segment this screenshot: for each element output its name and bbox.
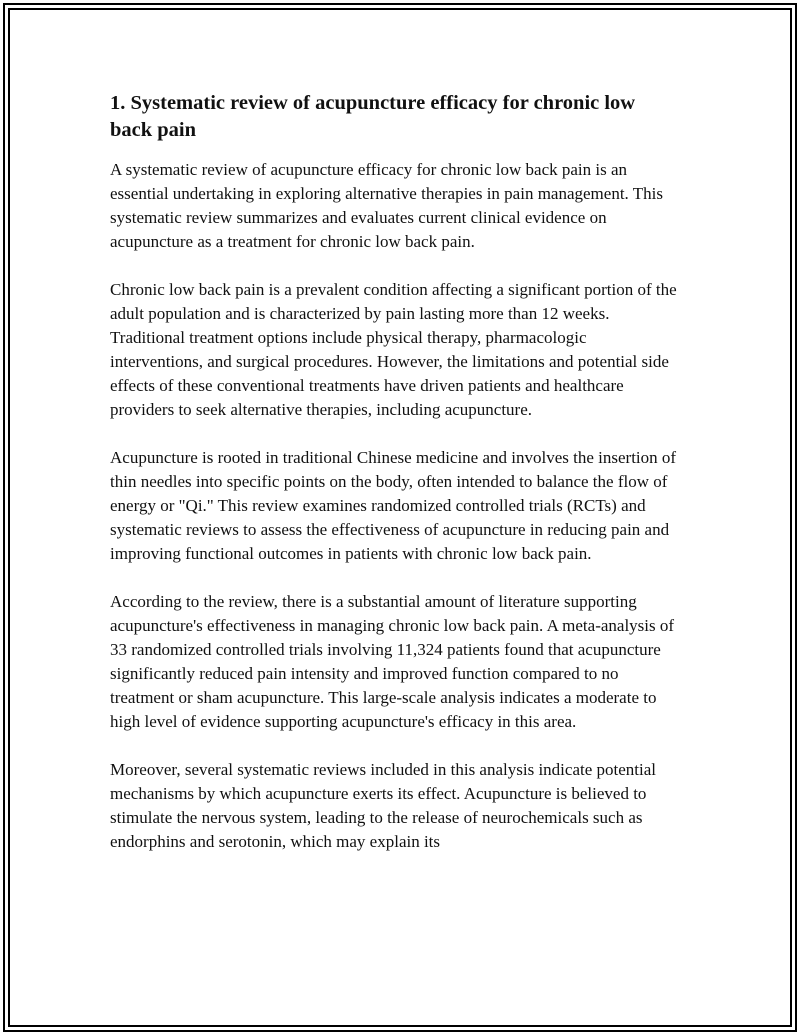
paragraph-mechanisms: Moreover, several systematic reviews included in this analysis indicate potential mechanisms by which acupuncture exerts its effect. Acupuncture is believed to stimulate the nervous system, leading to the release of neurochemicals such as endorphins and serotonin, which may explain its (110, 760, 656, 851)
section-heading: 1. Systematic review of acupuncture efficacy for chronic low back pain (110, 92, 636, 141)
paragraph-evidence: According to the review, there is a substantial amount of literature supporting acupuncture's effectiveness in managing chronic low back pain. A meta-analysis of 33 randomized controlled trials involving 11,324 patients found that acupuncture significantly reduced pain intensity and improved function compared to no treatment or sham acupuncture. This large-scale analysis indicates a moderate to high level of evidence supporting acupuncture's efficacy in this area. (110, 592, 675, 731)
paragraph-intro: A systematic review of acupuncture efficacy for chronic low back pain is an essential undertaking in exploring alternative therapies in pain management. This systematic review summarizes and evaluates current clinical evidence on acupuncture as a treatment for chronic low back pain. (110, 160, 663, 251)
document-body (110, 90, 680, 878)
paragraph-background: Chronic low back pain is a prevalent condition affecting a significant portion of the adult population and is characterized by pain lasting more than 12 weeks. Traditional treatment options include physical therapy, pharmacologic interventions, and surgical procedures. However, the limitations and potential side effects of these conventional treatments have driven patients and healthcare providers to seek alternative therapies, including acupuncture. (110, 280, 677, 419)
paragraph-acupuncture-definition: Acupuncture is rooted in traditional Chinese medicine and involves the insertion of thin needles into specific points on the body, often intended to balance the flow of energy or "Qi." This review examines randomized controlled trials (RCTs) and systematic reviews to assess the effectiveness of acupuncture in reducing pain and improving functional outcomes in patients with chronic low back pain. (110, 448, 677, 563)
